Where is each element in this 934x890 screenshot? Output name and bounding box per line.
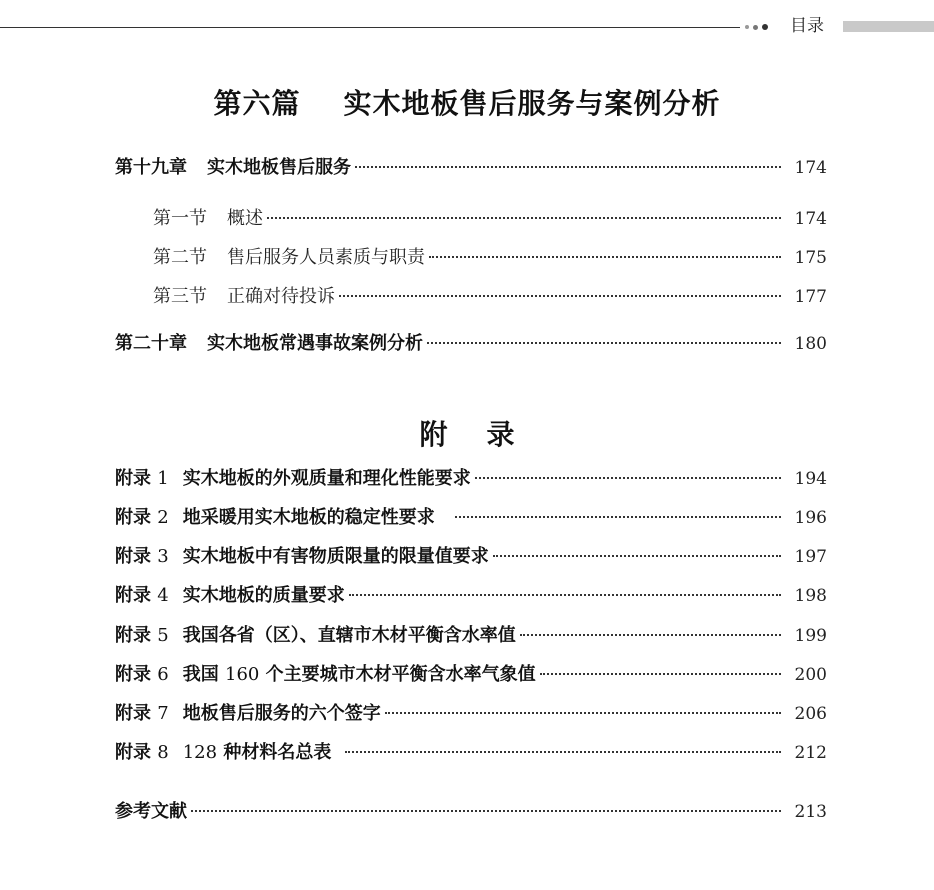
toc-appendix-row[interactable] <box>115 623 827 649</box>
section-number: 第二节 <box>153 247 207 268</box>
appendix-number: 6 <box>157 664 169 685</box>
references-title: 参考文献 <box>115 801 187 822</box>
appendix-number: 5 <box>157 625 169 646</box>
section-title: 售后服务人员素质与职责 <box>227 247 425 268</box>
appendix-item-title-post: 个主要城市木材平衡含水率气象值 <box>265 664 536 685</box>
appendix-item-title-number: 128 <box>182 742 218 763</box>
toc-section-row[interactable] <box>153 245 827 271</box>
toc-chapter-label <box>115 155 351 181</box>
appendix-item-title: 地采暖用实木地板的稳定性要求 <box>182 507 435 528</box>
appendix-item-title: 实木地板中有害物质限量的限量值要求 <box>182 546 489 567</box>
toc-appendix-row[interactable] <box>115 662 827 688</box>
chapter-title: 实木地板售后服务 <box>207 157 351 178</box>
toc-appendix-label <box>115 583 345 609</box>
toc-section-row[interactable] <box>153 284 827 310</box>
header-dot-medium <box>753 25 758 30</box>
section-page: 175 <box>794 248 827 268</box>
appendix-prefix: 附录 <box>115 585 151 606</box>
toc-chapter-label <box>115 331 423 357</box>
toc-appendix-row[interactable] <box>115 466 827 492</box>
section-page: 174 <box>794 209 827 229</box>
header-section-label: 目录 <box>790 16 824 36</box>
toc-appendix-label <box>115 544 489 570</box>
header-dots-ornament <box>745 21 768 33</box>
section-title: 正确对待投诉 <box>227 286 335 307</box>
appendix-prefix: 附录 <box>115 703 151 724</box>
dot-leader <box>455 516 781 518</box>
toc-appendix-label <box>115 701 381 727</box>
dot-leader <box>339 295 781 297</box>
appendix-item-title-post: 种材料名总表 <box>223 742 332 763</box>
header-gray-bar <box>843 21 934 32</box>
section-number: 第三节 <box>153 286 207 307</box>
dot-leader <box>475 477 781 479</box>
toc-appendix-row[interactable] <box>115 505 827 531</box>
toc-references-row[interactable] <box>115 799 827 825</box>
appendix-prefix: 附录 <box>115 546 151 567</box>
header-rule <box>0 27 740 28</box>
dot-leader <box>385 712 781 714</box>
toc-chapter-row[interactable] <box>115 331 827 357</box>
dot-leader <box>345 751 781 753</box>
appendix-page: 197 <box>794 547 827 567</box>
dot-leader <box>429 256 781 258</box>
toc-appendix-row[interactable] <box>115 583 827 609</box>
appendix-page: 196 <box>794 508 827 528</box>
chapter-page: 180 <box>794 334 827 354</box>
chapter-number: 第二十章 <box>115 333 187 354</box>
dot-leader <box>267 217 781 219</box>
appendix-page: 212 <box>794 743 827 763</box>
appendix-number: 3 <box>157 546 169 567</box>
section-page: 177 <box>794 287 827 307</box>
section-number: 第一节 <box>153 208 207 229</box>
appendix-item-title-pre: 我国 <box>182 664 219 685</box>
appendix-item-title: 地板售后服务的六个签字 <box>182 703 381 724</box>
part-title: 第六篇 实木地板售后服务与案例分析 <box>213 87 721 120</box>
toc-appendix-row[interactable] <box>115 701 827 727</box>
toc-appendix-row[interactable] <box>115 544 827 570</box>
header-dot-small <box>745 25 749 29</box>
toc-appendix-label <box>115 466 471 492</box>
appendix-page: 206 <box>794 704 827 724</box>
appendix-item-title-number: 160 <box>225 664 260 685</box>
appendix-page: 199 <box>794 626 827 646</box>
appendix-item-title: 实木地板的质量要求 <box>182 585 345 606</box>
appendix-item-title: 实木地板的外观质量和理化性能要求 <box>182 468 471 489</box>
appendix-number: 1 <box>157 468 169 489</box>
appendix-item-title: 我国各省（区）、直辖市木材平衡含水率值 <box>182 625 516 646</box>
chapter-number: 第十九章 <box>115 157 187 178</box>
appendix-page: 194 <box>794 469 827 489</box>
dot-leader <box>493 555 781 557</box>
toc-section-label <box>153 284 335 310</box>
appendix-prefix: 附录 <box>115 664 151 685</box>
appendix-prefix: 附录 <box>115 625 151 646</box>
section-title: 概述 <box>227 208 263 229</box>
dot-leader <box>355 166 781 168</box>
appendix-prefix: 附录 <box>115 507 151 528</box>
dot-leader <box>349 594 781 596</box>
toc-appendix-row[interactable] <box>115 740 827 766</box>
toc-appendix-label <box>115 740 331 766</box>
appendix-prefix: 附录 <box>115 742 151 763</box>
toc-section-label <box>153 206 263 232</box>
appendix-number: 7 <box>157 703 169 724</box>
appendix-number: 4 <box>157 585 169 606</box>
toc-appendix-label <box>115 662 536 688</box>
toc-appendix-label <box>115 505 435 531</box>
dot-leader <box>520 634 781 636</box>
chapter-page: 174 <box>794 158 827 178</box>
appendix-page: 198 <box>794 586 827 606</box>
appendix-title: 附 录 <box>419 418 515 451</box>
appendix-prefix: 附录 <box>115 468 151 489</box>
header-dot-large <box>762 24 768 30</box>
dot-leader <box>540 673 781 675</box>
appendix-page: 200 <box>794 665 827 685</box>
toc-appendix-label <box>115 623 516 649</box>
appendix-number: 8 <box>157 742 169 763</box>
dot-leader <box>427 342 781 344</box>
chapter-title: 实木地板常遇事故案例分析 <box>207 333 423 354</box>
dot-leader <box>191 810 781 812</box>
toc-chapter-row[interactable] <box>115 155 827 181</box>
references-page: 213 <box>794 802 827 822</box>
toc-section-row[interactable] <box>153 206 827 232</box>
appendix-number: 2 <box>157 507 169 528</box>
toc-section-label <box>153 245 425 271</box>
